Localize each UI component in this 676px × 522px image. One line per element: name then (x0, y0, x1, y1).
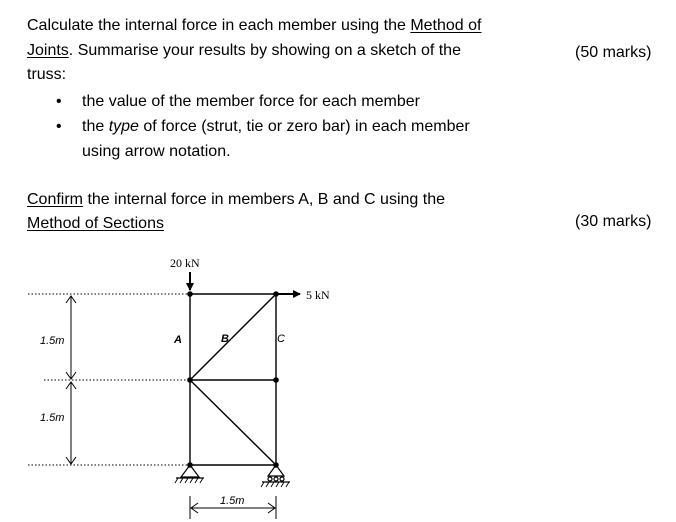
load-horizontal-label: 5 kN (306, 288, 330, 302)
dim-bottom-label: 1.5m (220, 495, 245, 507)
roller (274, 477, 278, 481)
truss-members (190, 294, 276, 465)
member-c-label: C (277, 333, 285, 345)
confirm-text: the internal force in members A, B and C using the (83, 191, 445, 208)
roller-support (261, 465, 290, 487)
roller (268, 477, 272, 481)
roller (280, 477, 284, 481)
joint (273, 291, 279, 297)
joint (187, 291, 193, 297)
vertical-dimensions (66, 296, 76, 464)
member-diagonal-lower (190, 380, 276, 465)
bullet-1-text: the value of the member force for each member (82, 93, 420, 110)
member-b-label: B (221, 333, 229, 345)
bullet-2-suffix: of force (strut, tie or zero bar) in each member (138, 118, 470, 135)
confirm-marks: (30 marks) (575, 213, 652, 230)
bullet-2-emphasis: type (108, 118, 139, 135)
load-vertical-label: 20 kN (170, 256, 200, 270)
bullet-dot: • (56, 93, 62, 110)
bullet-2-prefix: the (82, 118, 109, 135)
dim-lower-label: 1.5m (40, 412, 65, 424)
question-text: Calculate the internal force in each member using the (27, 17, 411, 34)
question-marks: (50 marks) (575, 44, 652, 61)
method-of-sections-link: Method of Sections (27, 215, 164, 232)
bullet-dot: • (56, 118, 62, 135)
reference-lines (28, 294, 190, 465)
method-of-joints-link-part2: Joints (27, 42, 69, 59)
bullet-2-line-2: using arrow notation. (82, 143, 231, 160)
question-line-3: truss: (27, 66, 67, 83)
method-of-joints-link-part1: Method of (410, 17, 482, 34)
joint (273, 377, 279, 383)
confirm-word: Confirm (27, 191, 84, 208)
member-a-label: A (174, 334, 182, 346)
joint (187, 377, 193, 383)
dim-upper-label: 1.5m (40, 335, 65, 347)
ground-hatching (261, 482, 289, 487)
ground-hatching (175, 478, 203, 483)
question-text: . Summarise your results by showing on a sketch of the (68, 42, 461, 59)
member-diagonal-upper (190, 294, 276, 380)
